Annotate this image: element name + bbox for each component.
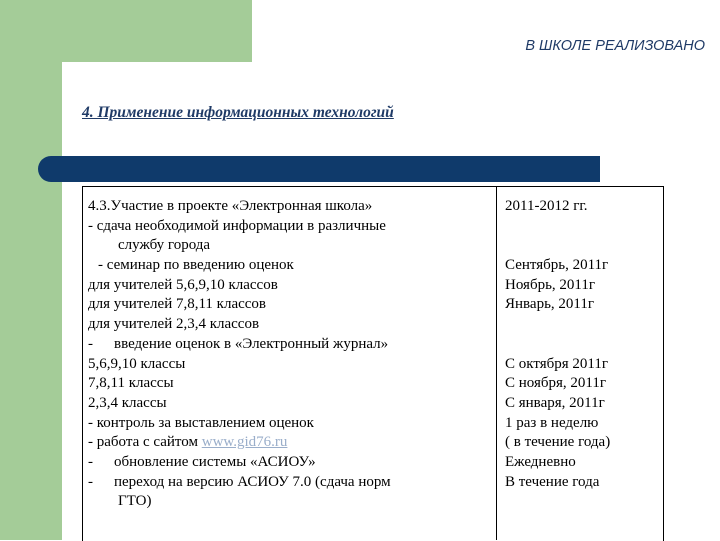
table-line: службу города — [118, 237, 211, 254]
table-line: - семинар по введению оценок — [98, 257, 294, 274]
green-side-band — [0, 0, 62, 540]
table-line: С ноября, 2011г — [505, 375, 607, 392]
table-line — [505, 315, 655, 335]
table-line: - сдача необходимой информации в различные — [88, 217, 386, 234]
table-line: 1 раз в неделю — [505, 414, 599, 431]
table-line: 4.3.Участие в проекте «Электронная школа» — [88, 198, 373, 214]
table-line: С января, 2011г — [505, 394, 605, 411]
table-line: - контроль за выставлением оценок — [88, 414, 314, 431]
table-line: 7,8,11 классы — [88, 375, 174, 392]
list-dash: - — [88, 335, 93, 352]
table-line: Январь, 2011г — [505, 296, 595, 313]
table-line: Сентябрь, 2011г — [505, 257, 609, 274]
table-line-text: переход на версию АСИОУ 7.0 (сдача норм — [114, 473, 391, 490]
decorative-bar — [38, 156, 600, 182]
site-link[interactable]: www.gid76.ru — [201, 434, 288, 451]
table-line: ГТО) — [118, 493, 152, 510]
table-line: В течение года — [505, 473, 600, 490]
table-line-text: - работа с сайтом — [88, 434, 202, 451]
table-line — [88, 453, 488, 473]
table-line: 2011-2012 гг. — [505, 198, 588, 214]
table-line — [88, 473, 488, 493]
section-title: 4. Применение информационных технологий — [82, 104, 394, 121]
table-line: для учителей 2,3,4 классов — [88, 316, 260, 333]
table-left-column — [88, 197, 488, 512]
table-line — [505, 217, 655, 237]
table-line — [505, 335, 655, 355]
table-line: 5,6,9,10 классы — [88, 355, 186, 372]
table-line: для учителей 5,6,9,10 классов — [88, 276, 278, 293]
table-line: С октября 2011г — [505, 355, 608, 372]
table-line: 2,3,4 классы — [88, 394, 167, 411]
table-line — [88, 433, 488, 453]
table-line: Ноябрь, 2011г — [505, 276, 596, 293]
list-dash: - — [88, 453, 93, 470]
table-right-column — [505, 197, 655, 492]
table-column-divider — [496, 186, 497, 540]
table-line — [88, 335, 488, 355]
header-title: В ШКОЛЕ РЕАЛИЗОВАНО — [525, 38, 705, 54]
table-line-text: введение оценок в «Электронный журнал» — [114, 335, 389, 352]
table-line: для учителей 7,8,11 классов — [88, 296, 266, 313]
table-line-text: обновление системы «АСИОУ» — [114, 453, 316, 470]
list-dash: - — [88, 473, 93, 490]
table-line: Ежедневно — [505, 453, 576, 470]
table-line — [505, 236, 655, 256]
table-line: ( в течение года) — [505, 434, 611, 451]
